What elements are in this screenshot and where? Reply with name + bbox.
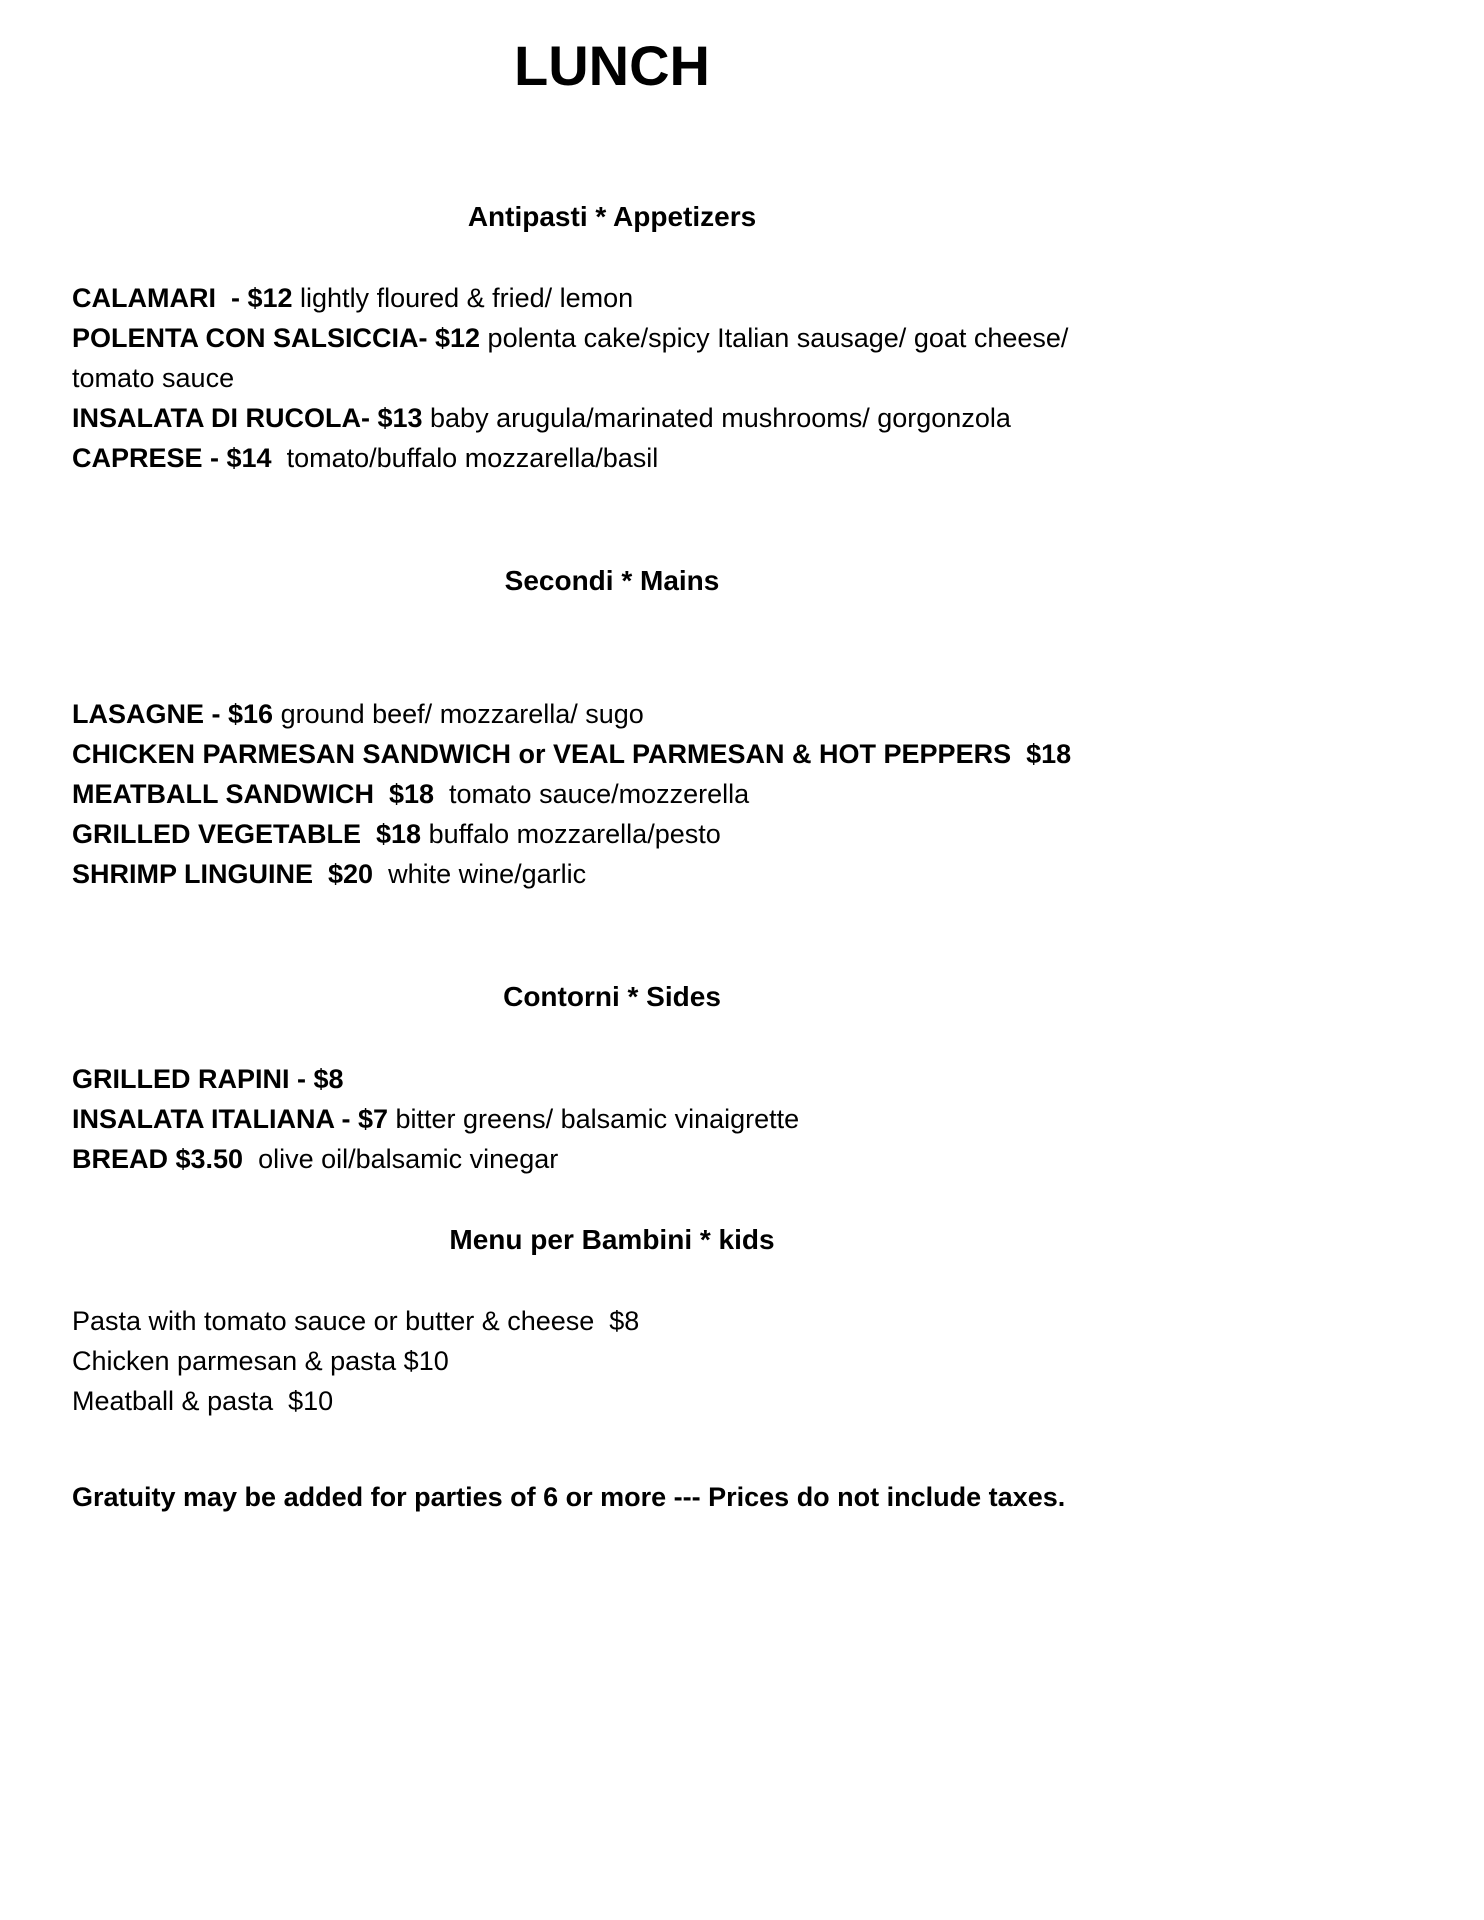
item-name: INSALATA DI RUCOLA- $13 [72,402,423,433]
item-name: MEATBALL SANDWICH $18 [72,778,435,809]
item-desc: Meatball & pasta $10 [72,1385,334,1416]
item-name: BREAD $3.50 [72,1144,244,1175]
item-name: GRILLED VEGETABLE $18 [72,818,422,849]
menu-item [72,278,1152,318]
item-name: LASAGNE - $16 [72,698,274,729]
item-desc: tomato sauce/mozzerella [434,778,750,809]
section-heading: Contorni * Sides [503,980,721,1012]
item-name: CAPRESE - $14 [72,442,272,473]
section-items [72,694,1152,894]
menu-item [72,1381,1152,1421]
item-name: CALAMARI - $12 [72,282,293,313]
menu-item [72,734,1152,774]
item-desc: polenta cake/spicy Italian sausage/ goat cheese/ tomato sauce [72,322,1076,393]
menu-item [72,318,1152,398]
menu-section-secondi [72,564,1152,894]
menu-item [72,774,1152,814]
item-desc: bitter greens/ balsamic vinaigrette [387,1104,800,1135]
section-heading: Menu per Bambini * kids [449,1224,775,1256]
item-name: SHRIMP LINGUINE $20 [72,858,374,889]
menu-item [72,814,1152,854]
menu-item [72,1139,1152,1179]
menu-item [72,1301,1152,1341]
menu-item [72,854,1152,894]
item-desc: buffalo mozzarella/pesto [421,818,721,849]
section-heading: Secondi * Mains [504,564,720,596]
menu-item [72,1059,1152,1099]
section-items [72,1059,1152,1179]
menu-content [72,34,1152,1517]
section-items [72,1301,1152,1421]
menu-item [72,1099,1152,1139]
item-desc: ground beef/ mozzarella/ sugo [273,698,644,729]
item-desc: Chicken parmesan & pasta $10 [72,1345,449,1376]
menu-item [72,1341,1152,1381]
menu-section-antipasti [72,200,1152,478]
menu-section-contorni [72,980,1152,1180]
item-desc: Pasta with tomato sauce or butter & cheese $8 [72,1305,640,1336]
menu-item [72,398,1152,438]
item-name: POLENTA CON SALSICCIA- $12 [72,322,481,353]
item-desc: tomato/buffalo mozzarella/basil [271,442,659,473]
item-desc: olive oil/balsamic vinegar [243,1144,559,1175]
menu-item [72,438,1152,478]
section-items [72,278,1152,478]
item-name: GRILLED RAPINI - $8 [72,1064,344,1095]
item-desc: lightly floured & fried/ lemon [292,282,634,313]
item-name: CHICKEN PARMESAN SANDWICH or VEAL PARMESAN & HOT PEPPERS $18 [72,738,1072,769]
item-desc: white wine/garlic [373,858,587,889]
menu-item [72,694,1152,734]
menu-sections [72,200,1152,1420]
footer-note: Gratuity may be added for parties of 6 or more --- Prices do not include taxes. [72,1481,1066,1512]
item-desc: baby arugula/marinated mushrooms/ gorgonzola [422,402,1011,433]
item-name: INSALATA ITALIANA - $7 [72,1104,388,1135]
menu-section-bambini [72,1223,1152,1421]
page-title: LUNCH [514,34,710,97]
section-heading: Antipasti * Appetizers [467,201,757,233]
